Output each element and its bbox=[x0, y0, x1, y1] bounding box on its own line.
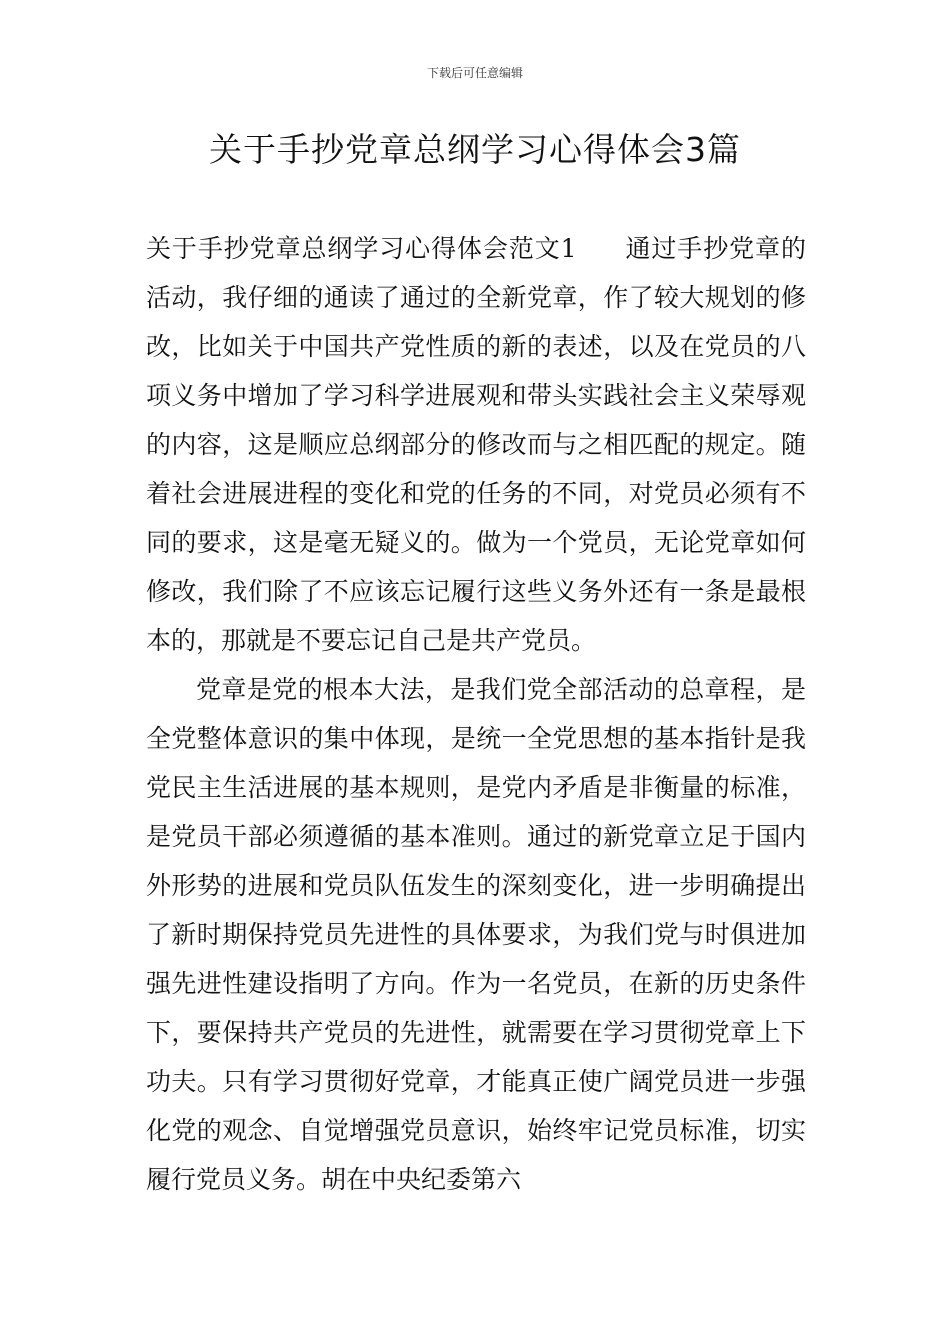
document-title: 关于手抄党章总纲学习心得体会3篇 bbox=[209, 130, 741, 169]
document-body bbox=[146, 224, 806, 1204]
section-title: 关于手抄党章总纲学习心得体会范文1 bbox=[146, 234, 577, 263]
paragraph-1-text: 通过手抄党章的活动，我仔细的通读了通过的全新党章，作了较大规划的修改，比如关于中国共产党性质的新的表述，以及在党员的八项义务中增加了学习科学进展观和带头实践社会主义荣辱观的内容，这是顺应总纲部分的修改而与之相匹配的规定。随着社会进展进程的变化和党的任务的不同，对党员必须有不同的要求，这是毫无疑义的。做为一个党员，无论党章如何修改，我们除了不应该忘记履行这些义务外还有一条是最根本的，那就是不要忘记自己是共产党员。 bbox=[146, 234, 806, 655]
paragraph-2: 党章是党的根本大法，是我们党全部活动的总章程，是全党整体意识的集中体现，是统一全党思想的基本指针是我党民主生活进展的基本规则，是党内矛盾是非衡量的标准，是党员干部必须遵循的基本准则。通过的新党章立足于国内外形势的进展和党员队伍发生的深刻变化，进一步明确提出了新时期保持党员先进性的具体要求，为我们党与时俱进加强先进性建设指明了方向。作为一名党员，在新的历史条件下，要保持共产党员的先进性，就需要在学习贯彻党章上下功夫。只有学习贯彻好党章，才能真正使广阔党员进一步强化党的观念、自觉增强党员意识，始终牢记党员标准，切实履行党员义务。胡在中央纪委第六 bbox=[146, 675, 806, 1194]
header-note: 下载后可任意编辑 bbox=[426, 66, 523, 80]
paragraph-1 bbox=[146, 224, 806, 665]
